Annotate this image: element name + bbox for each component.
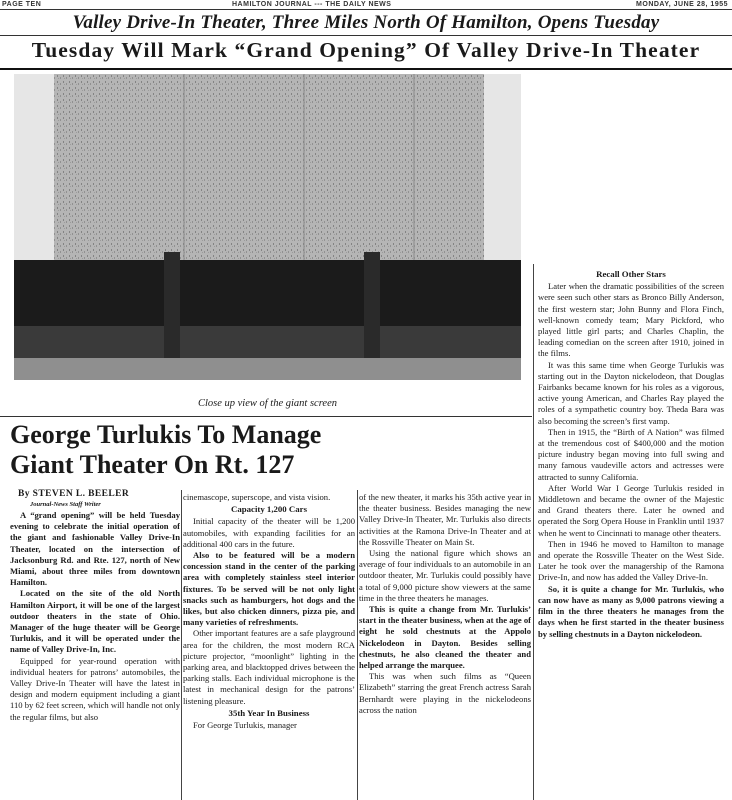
article-paragraph: Then in 1915, the “Birth of A Nation” was filmed at the tremendous cost of $400,000 and the motion picture industry began moving into full swing and many famous vaudeville actors and actresses were attracted to sunny California. [538,426,724,482]
article-paragraph: For George Turlukis, manager [193,720,297,731]
subhead: 35th Year In Business [228,707,310,718]
newspaper-name: HAMILTON JOURNAL --- THE DAILY NEWS [232,1,392,8]
article-paragraph: A “grand opening” will be held Tuesday evening to celebrate the initial operation of the giant and fashionable Valley Drive-In Theater, located on the intersection of Jacksonburg Rd. and Rte. 127, north of New Miami, about three miles from downtown Hamilton. [10,510,180,588]
article-paragraph: Initial capacity of the theater will be 1,200 automobiles, with expanding facilities for an additional 400 cars in the future. [183,516,355,549]
column-rule [357,490,358,800]
article-paragraph: Using the national figure which shows an average of four individuals to an automobile in an outdoor theater, Mr. Turlukis could possibly have a total of 9,000 picture show viewers at the same time in the three theaters he manages. [359,548,531,603]
article-paragraph: Then in 1946 he moved to Hamilton to manage and operate the Rossville Theater on the West Side. Later he took over the managership of the Ramona Drive-In, and now has added the Valley Drive-In. [538,538,724,583]
article-column-3 [359,492,531,800]
subhead: Capacity 1,200 Cars [231,504,307,515]
giant-screen-photo [14,74,521,380]
banner-headline: Tuesday Will Mark “Grand Opening” Of Valley Drive-In Theater [31,38,701,62]
article-paragraph: Equipped for year-round operation with individual heaters for patrons’ automobiles, the Valley Drive-In Theater will have the latest in design and modern equipment including a giant 110 by 62 feet screen, which will handle not only the regular films, but also [10,655,180,722]
banner-rule [0,68,732,70]
headline-top-rule [0,416,532,417]
article-paragraph: After World War I George Turlukis resided in Middletown and became the owner of the Majestic and Grand theaters there. Later he owned and operated the Sorg Opera House in Franklin until 1937 when he went to Cincinnati to manage other theaters. [538,482,724,538]
article-paragraph: This was when such films as “Queen Elizabeth” starring the great French actress Sarah Bernhardt were playing in the nickelodeons across the nation [359,671,531,715]
article-column-2 [183,492,355,800]
folio-rule [0,9,732,10]
article-paragraph: of the new theater, it marks his 35th active year in the theater business. Besides managing the new Valley Drive-In Theater, Mr. Turlukis also directs activities at the Ramona Drive-In Theater and at the Rossville Theater on Main St. [359,492,531,547]
subhead: Recall Other Stars [596,269,666,279]
article-paragraph: This is quite a change from Mr. Turlukis’ start in the theater business, when at the age of eight he sold chestnuts at the Appolo Nickelodeon in Dayton. Besides selling chestnuts, he also cleaned the theater and helped arrange the marquee. [359,604,531,671]
column-rule [181,490,182,800]
kicker-headline: Valley Drive-In Theater, Three Miles North Of Hamilton, Opens Tuesday [72,12,660,33]
issue-date: MONDAY, JUNE 28, 1955 [636,1,728,8]
story-headline: George Turlukis To Manage Giant Theater On Rt. 127 [10,420,322,479]
page-number: PAGE TEN [2,1,42,8]
article-column-1 [10,510,180,800]
column-rule [533,264,534,800]
article-paragraph: Later when the dramatic possibilities of the screen were seen such other stars as Bronco Billy Anderson, the first western star; John Bunny and Flora Finch, well-known comedy team; Mary Pickford, who played little girl parts; and Charles Chaplin, the leading comedian on the screen after 1910, joined in the films. [538,281,724,359]
article-paragraph: It was this same time when George Turlukis was starting out in the Dayton nickelodeon, that Douglas Fairbanks became known for his roles as a vigorous, active young American, and Charles Ray played the roles of a sympathetic country boy. Theda Bara was also becoming the screen’s first vamp. [538,359,724,426]
byline: By STEVEN L. BEELER [18,489,130,499]
byline-title: Journal-News Staff Writer [30,501,101,508]
article-paragraph: cinemascope, superscope, and vista vision. [183,492,331,502]
article-paragraph: Other important features are a safe playground area for the children, the most modern RCA picture projector, “moonlight” lighting in the parking area, and blacktopped drives between the parking stalls. Each individual microphone is the latest in mechanical design for the patrons’ listening pleasure. [183,628,355,706]
kicker-rule [0,35,732,36]
article-paragraph: Located on the site of the old North Hamilton Airport, it will be one of the largest outdoor theaters in the state of Ohio. Manager of the huge theater will be George Turlukis, and it will be operated under the name of Valley Drive-In, Inc. [10,588,180,655]
article-column-4 [538,268,724,800]
article-paragraph: Also to be featured will be a modern concession stand in the center of the parking area with completely stainless steel interior fixtures. To be served will be not only light snacks such as hamburgers, hot dogs and the likes, but also chicken dinners, pizza pie, and many varieties of refreshments. [183,550,355,628]
article-paragraph: So, it is quite a change for Mr. Turlukis, who can now have as many as 9,000 patrons viewing a film in the three theaters he manages from the days when he first started in the theater business by selling chestnuts in a Dayton nickelodeon. [538,583,724,639]
photo-caption: Close up view of the giant screen [197,398,337,409]
